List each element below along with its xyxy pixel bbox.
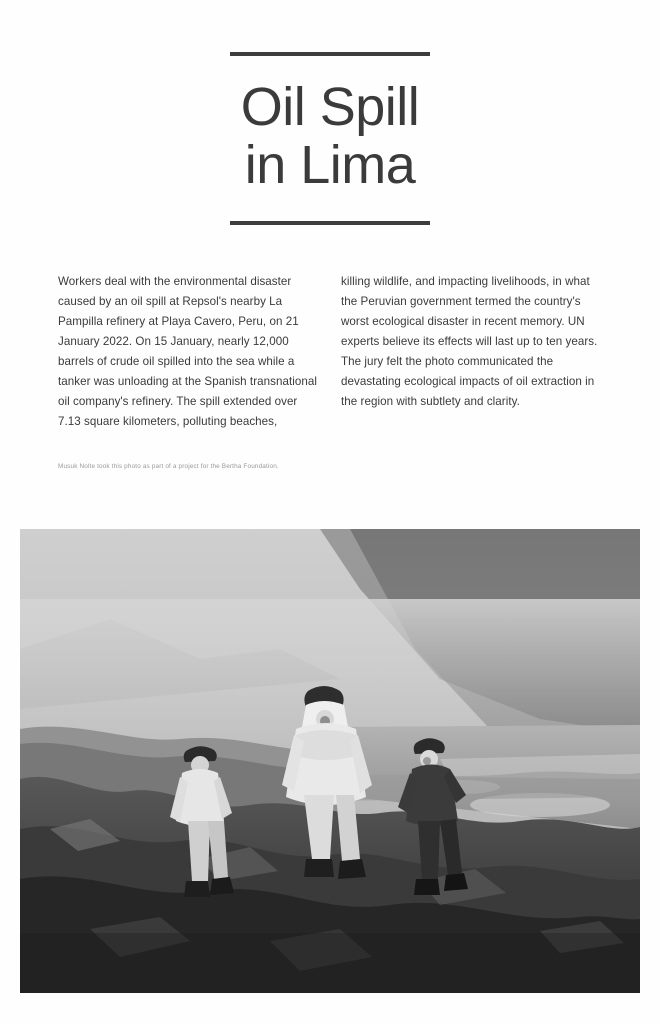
article-photo	[20, 529, 640, 993]
photo-illustration	[20, 529, 640, 993]
body-column-left	[58, 272, 319, 432]
title-rule-top	[230, 52, 430, 56]
title-block	[0, 52, 660, 225]
page-title-line-1: Oil Spill	[240, 77, 420, 137]
page-title	[0, 78, 660, 195]
body-columns	[58, 272, 602, 432]
body-paragraph-1: Workers deal with the environmental disaster caused by an oil spill at Repsol's nearby La Pampilla refinery at Playa Cavero, Peru, on 21 January 2022. On 15 January, nearly 12,000 barrels of crude oil spilled into the sea while a tanker was unloading at the Spanish transnational oil company's refinery. The spill extended over 7.13 square kilometers, polluting beaches,	[58, 275, 317, 428]
body-paragraph-2: killing wildlife, and impacting livelihoods, in what the Peruvian government termed the country's worst ecological disaster in recent memory. UN experts believe its effects will last up to ten years. The jury felt the photo communicated the devastating ecological impacts of oil extraction in the region with subtlety and clarity.	[341, 275, 598, 408]
body-column-right	[341, 272, 602, 432]
title-rule-bottom	[230, 221, 430, 225]
photo-credit: Musuk Nolte took this photo as part of a project for the Bertha Foundation.	[58, 463, 279, 470]
page-title-line-2: in Lima	[244, 135, 416, 196]
